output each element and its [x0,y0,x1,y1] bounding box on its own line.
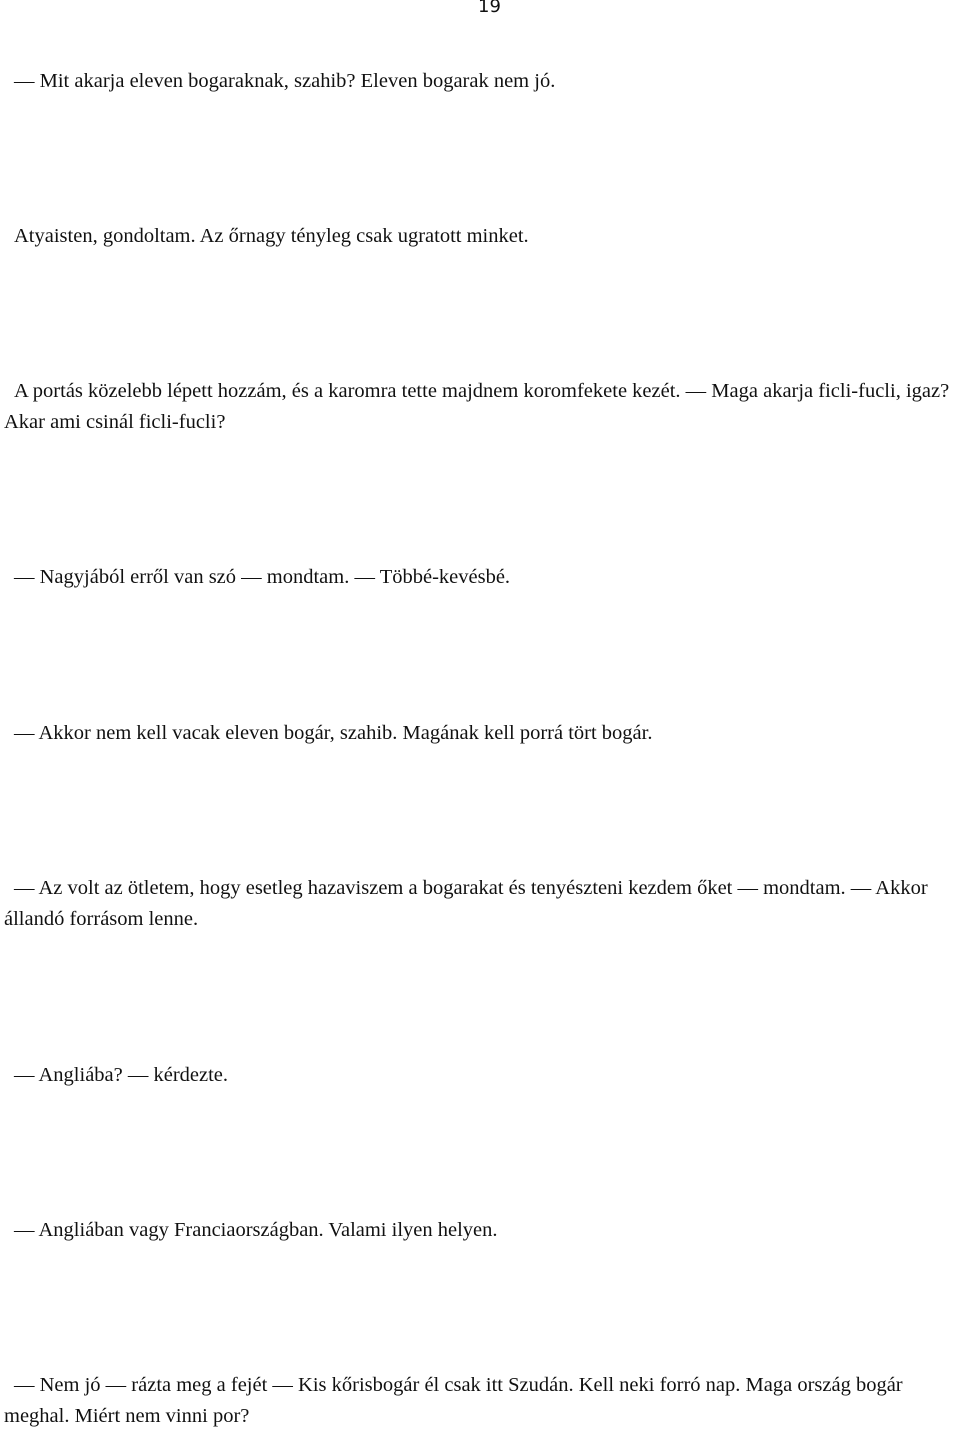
paragraph-9: ― Nem jó ― rázta meg a fejét ― Kis kőrisbogár él csak itt Szudán. Kell neki forró nap. Maga ország bogár meghal. Miért nem vinni por? [4,1374,903,1427]
paragraph-2: Atyaisten, gondoltam. Az őrnagy tényleg csak ugratott minket. [14,225,529,247]
paragraph-6: ― Az volt az ötletem, hogy esetleg hazaviszem a bogarakat és tenyészteni kezdem őket ― mondtam. ― Akkor állandó forrásom lenne. [4,877,928,930]
paragraph-3: A portás közelebb lépett hozzám, és a karomra tette majdnem koromfekete kezét. ― Maga akarja ficli-fucli, igaz? Akar ami csinál ficli-fucli? [4,380,950,433]
paragraph-4: ― Nagyjából erről van szó ― mondtam. ― Többé-kevésbé. [14,566,511,588]
paragraph-1: ― Mit akarja eleven bogaraknak, szahib? Eleven bogarak nem jó. [14,70,556,92]
paragraph-8: ― Angliában vagy Franciaországban. Valami ilyen helyen. [14,1219,498,1241]
paragraph-7: ― Angliába? ― kérdezte. [14,1064,229,1086]
paragraph-5: ― Akkor nem kell vacak eleven bogár, szahib. Magának kell porrá tört bogár. [14,722,653,744]
page-number: 19 [478,0,501,17]
